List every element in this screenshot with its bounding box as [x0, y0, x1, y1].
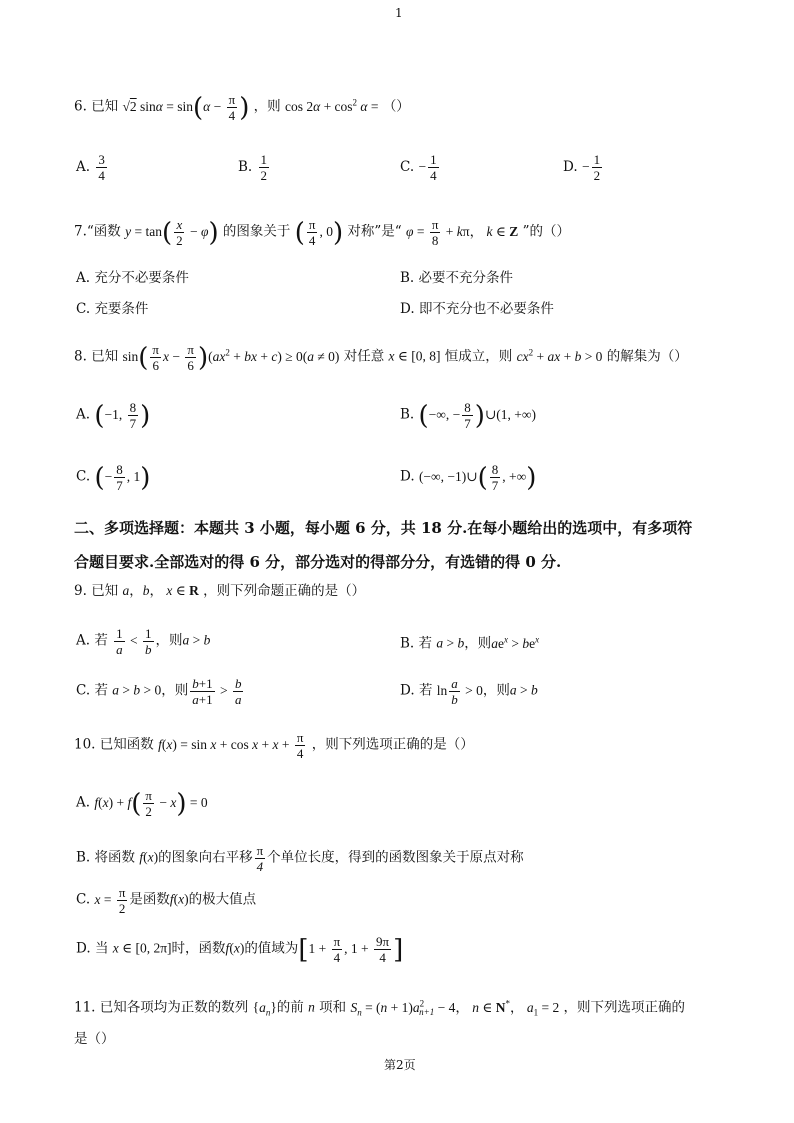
answer-paren: （） [382, 98, 410, 115]
section-heading-line-2: 合题目要求.全部选对的得 6 分，部分选对的得部分分，有选错的得 0 分. [74, 553, 562, 571]
q9-option-a: A. 若 $\frac{1}{a}$ < $\frac{1}{b}$ ，则a > b [76, 626, 211, 657]
q9-option-c: C. 若 a > b > 0，则 $\frac{b+1}{a+1}$ > $\frac{b}{a}$ [76, 676, 242, 707]
question-9-stem: 9. 已知 a，b， x ∈ R ，则下列命题正确的是（） [74, 583, 366, 599]
q6-option-b: B. $\frac{1}{2}$ [238, 152, 268, 183]
q6-option-d: D. − $\frac{1}{2}$ [563, 152, 601, 183]
question-11-stem: 11. 已知各项均为正数的数列 $\{a_n\}$的前 n 项和 $S_n = (n + 1)a^2_{n+1} - 4$， n ∈ N*， $a_1 = 2$ ，则下列选项正确的 [74, 998, 686, 1018]
question-number: 6. [74, 98, 87, 115]
question-number: 11. [74, 999, 96, 1016]
q10-option-b: B. 将函数 f(x)的图象向右平移 $\frac{\pi}{4}$ 个单位长度，得到的函数图象关于原点对称 [76, 843, 524, 874]
q7-option-a: A. 充分不必要条件 [76, 270, 189, 286]
question-8-stem: 8. 已知 sin( $\frac{\pi}{6}$ x − $\frac{\pi}{6}$ )($ax^2$ + bx + c) ≥ 0(a ≠ 0) 对任意 x ∈ [0, 8] 恒成立，则 $cx^2$ + ax + b > 0 的解集为（） [74, 342, 688, 373]
question-7-stem: 7.“函数 y = tan( $\frac{x}{2}$ − φ) 的图象关于 ( $\frac{\pi}{4}$ , 0) 对称”是“ φ = $\frac{\pi}{8}$ + kπ， k ∈ Z ”的（） [74, 217, 570, 248]
page-number: 1 [395, 6, 403, 20]
q9-option-d: D. 若 ln $\frac{a}{b}$ > 0，则a > b [400, 676, 538, 707]
q8-option-d: D. (−∞, −1)∪( $\frac{8}{7}$ , +∞) [400, 462, 537, 493]
q10-option-a: A. f(x) + f( $\frac{\pi}{2}$ − x) = 0 [76, 788, 208, 819]
page-footer: 第2页 [384, 1058, 416, 1072]
question-number: 8. [74, 348, 87, 365]
q10-option-d: D. 当 x ∈ [0, 2π]时，函数f(x)的值域为[1 + $\frac{\pi}{4}$ , 1 + $\frac{9\pi}{4}$ ] [76, 934, 404, 965]
q10-option-c: C. x = $\frac{\pi}{2}$ 是函数f(x)的极大值点 [76, 885, 257, 916]
q7-option-b: B. 必要不充分条件 [400, 270, 514, 286]
q8-option-a: A. (−1, $\frac{8}{7}$ ) [76, 400, 151, 431]
q6-option-a: A. $\frac{3}{4}$ [76, 152, 105, 183]
q6-option-c: C. − $\frac{1}{4}$ [400, 152, 437, 183]
question-6-stem [74, 92, 410, 123]
question-number: 10. [74, 736, 96, 753]
q8-option-c: C. (− $\frac{8}{7}$ , 1) [76, 462, 151, 493]
question-10-stem: 10. 已知函数 f(x) = sin x + cos x + x + $\frac{\pi}{4}$ ，则下列选项正确的是（） [74, 730, 474, 761]
question-number: 9. [74, 583, 87, 599]
q9-option-b: B. 若 a > b，则$ae^x > be^x$ [400, 634, 540, 652]
q7-option-d: D. 即不充分也不必要条件 [400, 301, 554, 317]
stem-text: ，则 [253, 98, 281, 115]
math-expression: √2 sinα = sin(α − $\frac{\pi}{4}$ ) [122, 92, 250, 123]
question-11-line-2: 是（） [74, 1031, 115, 1047]
stem-text: 已知 [91, 98, 119, 115]
q8-option-b: B. (−∞, − $\frac{8}{7}$ )∪(1, +∞) [400, 400, 536, 431]
q7-option-c: C. 充要条件 [76, 301, 149, 317]
question-number: 7. [74, 223, 87, 240]
section-heading-line-1: 二、多项选择题：本题共 3 小题，每小题 6 分，共 18 分.在每小题给出的选项中，有多项符 [74, 519, 693, 537]
math-expression: $\cos 2\alpha + \cos^2 \alpha$ = [284, 97, 379, 114]
